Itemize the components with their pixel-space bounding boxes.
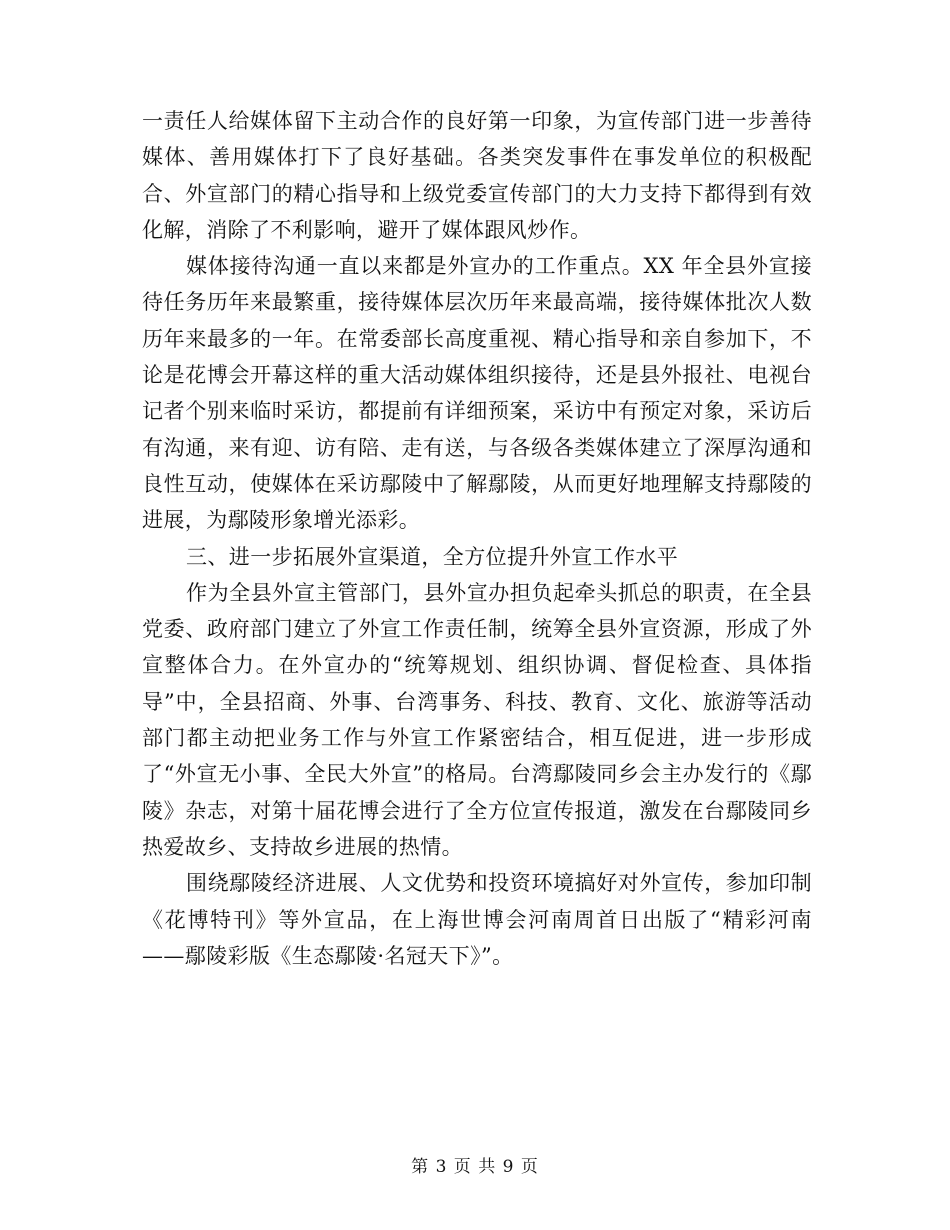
paragraph-media-reception: 媒体接待沟通一直以来都是外宣办的工作重点。XX 年全县外宣接待任务历年来最繁重，接待媒体层次历年来最高端，接待媒体批次人数历年来最多的一年。在常委部长高度重视、精心指导和亲自参加下，不论是花博会开幕这样的重大活动媒体组织接待，还是县外报社、电视台记者个别来临时采访，都提前有详细预案，采访中有预定对象，采访后有沟通，来有迎、访有陪、走有送，与各级各类媒体建立了深厚沟通和良性互动，使媒体在采访鄢陵中了解鄢陵，从而更好地理解支持鄢陵的进展，为鄢陵形象增光添彩。 — [142, 254, 812, 533]
paragraph-publicity-materials: 围绕鄢陵经济进展、人文优势和投资环境搞好对外宣传，参加印制《花博特刊》等外宣品，在上海世博会河南周首日出版了“精彩河南——鄢陵彩版《生态鄢陵·名冠天下》”。 — [142, 871, 812, 968]
section-heading: 三、进一步拓展外宣渠道，全方位提升外宣工作水平 — [186, 544, 679, 569]
paragraph-external-publicity: 作为全县外宣主管部门，县外宣办担负起牵头抓总的职责，在全县党委、政府部门建立了外宣工作责任制，统筹全县外宣资源，形成了外宣整体合力。在外宣办的“统筹规划、组织协调、督促检查、具体指导”中，全县招商、外事、台湾事务、科技、教育、文化、旅游等活动部门都主动把业务工作与外宣工作紧密结合，相互促进，进一步形成了“外宣无小事、全民大外宣”的格局。台湾鄢陵同乡会主办发行的《鄢陵》杂志，对第十届花博会进行了全方位宣传报道，激发在台鄢陵同乡热爱故乡、支持故乡进展的热情。 — [142, 580, 812, 859]
page-number-footer: 第 3 页 共 9 页 — [411, 1157, 539, 1177]
document-body — [142, 103, 812, 974]
paragraph-continuation: 一责任人给媒体留下主动合作的良好第一印象，为宣传部门进一步善待媒体、善用媒体打下了良好基础。各类突发事件在事发单位的积极配合、外宣部门的精心指导和上级党委宣传部门的大力支持下都得到有效化解，消除了不利影响，避开了媒体跟风炒作。 — [142, 109, 812, 242]
